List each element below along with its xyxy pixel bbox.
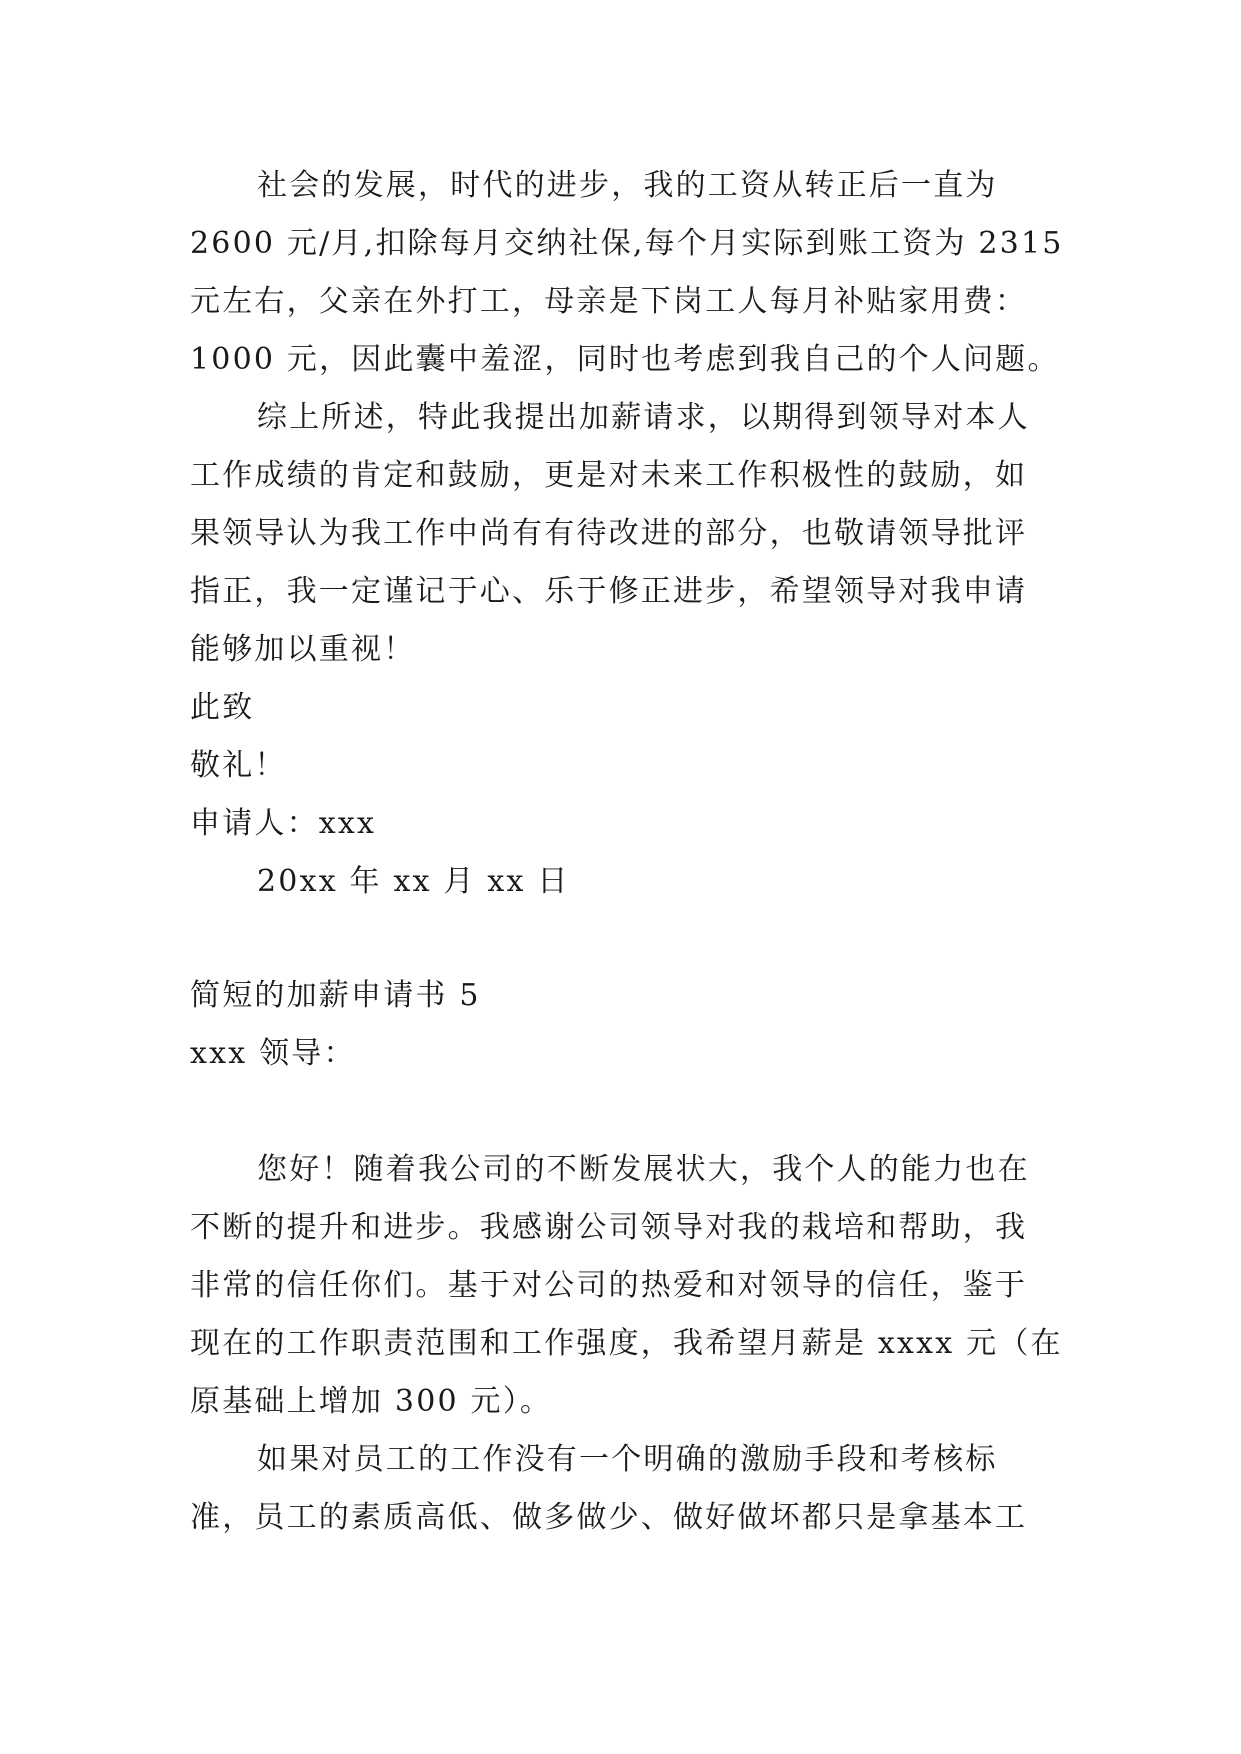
date-line: 20xx 年 xx 月 xx 日 [257,864,570,899]
paragraph-line: 工作成绩的肯定和鼓励，更是对未来工作积极性的鼓励，如 [190,458,1028,493]
section-title: 简短的加薪申请书 5 [190,978,481,1013]
paragraph-line: 果领导认为我工作中尚有有待改进的部分，也敬请领导批评 [190,516,1028,551]
paragraph-line: 能够加以重视！ [190,632,416,667]
paragraph-line: 不断的提升和进步。我感谢公司领导对我的栽培和帮助，我 [190,1210,1028,1245]
paragraph-line: 您好！随着我公司的不断发展状大，我个人的能力也在 [257,1152,1030,1187]
closing-line: 此致 [190,690,255,725]
paragraph-line: 如果对员工的工作没有一个明确的激励手段和考核标 [257,1442,998,1477]
paragraph-line: 元左右，父亲在外打工，母亲是下岗工人每月补贴家用费： [190,284,1028,319]
paragraph-line: 综上所述，特此我提出加薪请求，以期得到领导对本人 [257,400,1030,435]
paragraph-line: 准，员工的素质高低、做多做少、做好做坏都只是拿基本工 [190,1500,1028,1535]
closing-salutation: 敬礼！ [190,748,287,783]
paragraph-line: 1000 元，因此囊中羞涩，同时也考虑到我自己的个人问题。 [190,342,1060,377]
paragraph-line: 社会的发展，时代的进步，我的工资从转正后一直为 [257,168,998,203]
paragraph-line: 现在的工作职责范围和工作强度，我希望月薪是 xxxx 元（在 [190,1326,1063,1361]
paragraph-line: 2600 元/月,扣除每月交纳社保,每个月实际到账工资为 2315 [190,226,1064,261]
applicant-line: 申请人：xxx [190,806,377,841]
paragraph-line: 非常的信任你们。基于对公司的热爱和对领导的信任，鉴于 [190,1268,1028,1303]
paragraph-line: 指正，我一定谨记于心、乐于修正进步，希望领导对我申请 [190,574,1028,609]
recipient-line: xxx 领导： [190,1036,356,1071]
paragraph-line: 原基础上增加 300 元）。 [190,1384,553,1419]
